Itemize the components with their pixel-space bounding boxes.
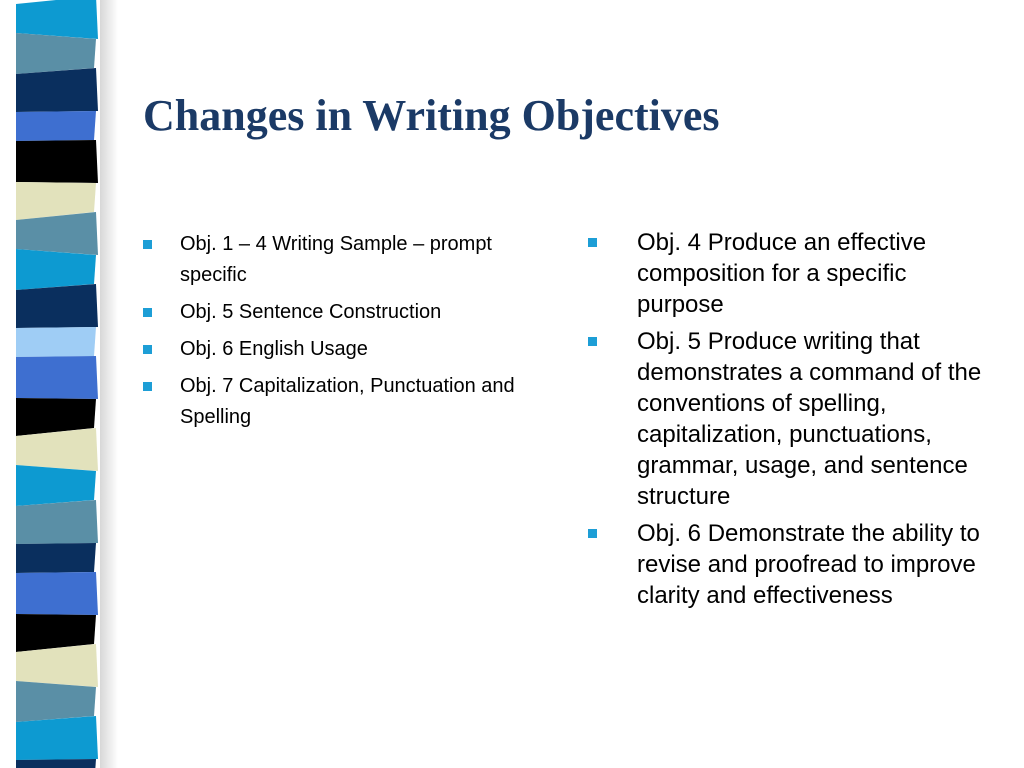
stripe-band (16, 249, 96, 290)
stripe-left-margin (0, 0, 16, 768)
stripe-band (16, 500, 98, 544)
stripe-band (16, 716, 98, 760)
square-bullet-icon (143, 345, 152, 354)
stripe-band (16, 465, 96, 506)
stripe-band (16, 68, 98, 112)
right-list-item-text: Obj. 4 Produce an effective composition for a specific purpose (637, 229, 927, 318)
right-list-item-text: Obj. 6 Demonstrate the ability to revise and proofread to improve clarity and effectiveness (637, 520, 980, 609)
stripe-band (16, 284, 98, 328)
stripe-bands (16, 0, 98, 768)
square-bullet-icon (588, 337, 597, 346)
left-list-item-4 (143, 371, 538, 433)
left-list-item-1 (143, 229, 538, 291)
stripe-band (16, 327, 96, 357)
right-list-item-1 (588, 227, 998, 320)
left-list-item-text: Obj. 5 Sentence Construction (180, 301, 442, 323)
left-list-item-2 (143, 297, 538, 328)
right-list-item-text: Obj. 5 Produce writing that demonstrates a command of the conventions of spelling, capitalization, punctuations, grammar, usage, and sentence structure (637, 328, 982, 510)
right-list-item-3 (588, 518, 998, 611)
left-list-item-3 (143, 334, 538, 365)
slide-title: Changes in Writing Objectives (143, 91, 720, 140)
left-bullet-list (143, 229, 538, 439)
stripe-band (16, 572, 98, 615)
square-bullet-icon (588, 529, 597, 538)
stripe-band (16, 111, 96, 141)
left-list-item-text: Obj. 1 – 4 Writing Sample – prompt specific (180, 233, 492, 286)
stripe-band (16, 759, 96, 768)
decorative-stripe (0, 0, 100, 768)
stripe-band (16, 356, 98, 399)
left-list-item-text: Obj. 6 English Usage (180, 338, 368, 360)
stripe-band (16, 681, 96, 722)
stripe-band (16, 543, 96, 573)
stripe-band (16, 0, 98, 39)
square-bullet-icon (143, 308, 152, 317)
left-list-item-text: Obj. 7 Capitalization, Punctuation and Spelling (180, 375, 515, 428)
square-bullet-icon (588, 238, 597, 247)
right-bullet-list (588, 227, 998, 617)
right-list-item-2 (588, 326, 998, 512)
stripe-band (16, 33, 96, 74)
square-bullet-icon (143, 382, 152, 391)
stripe-band (16, 140, 98, 183)
square-bullet-icon (143, 240, 152, 249)
